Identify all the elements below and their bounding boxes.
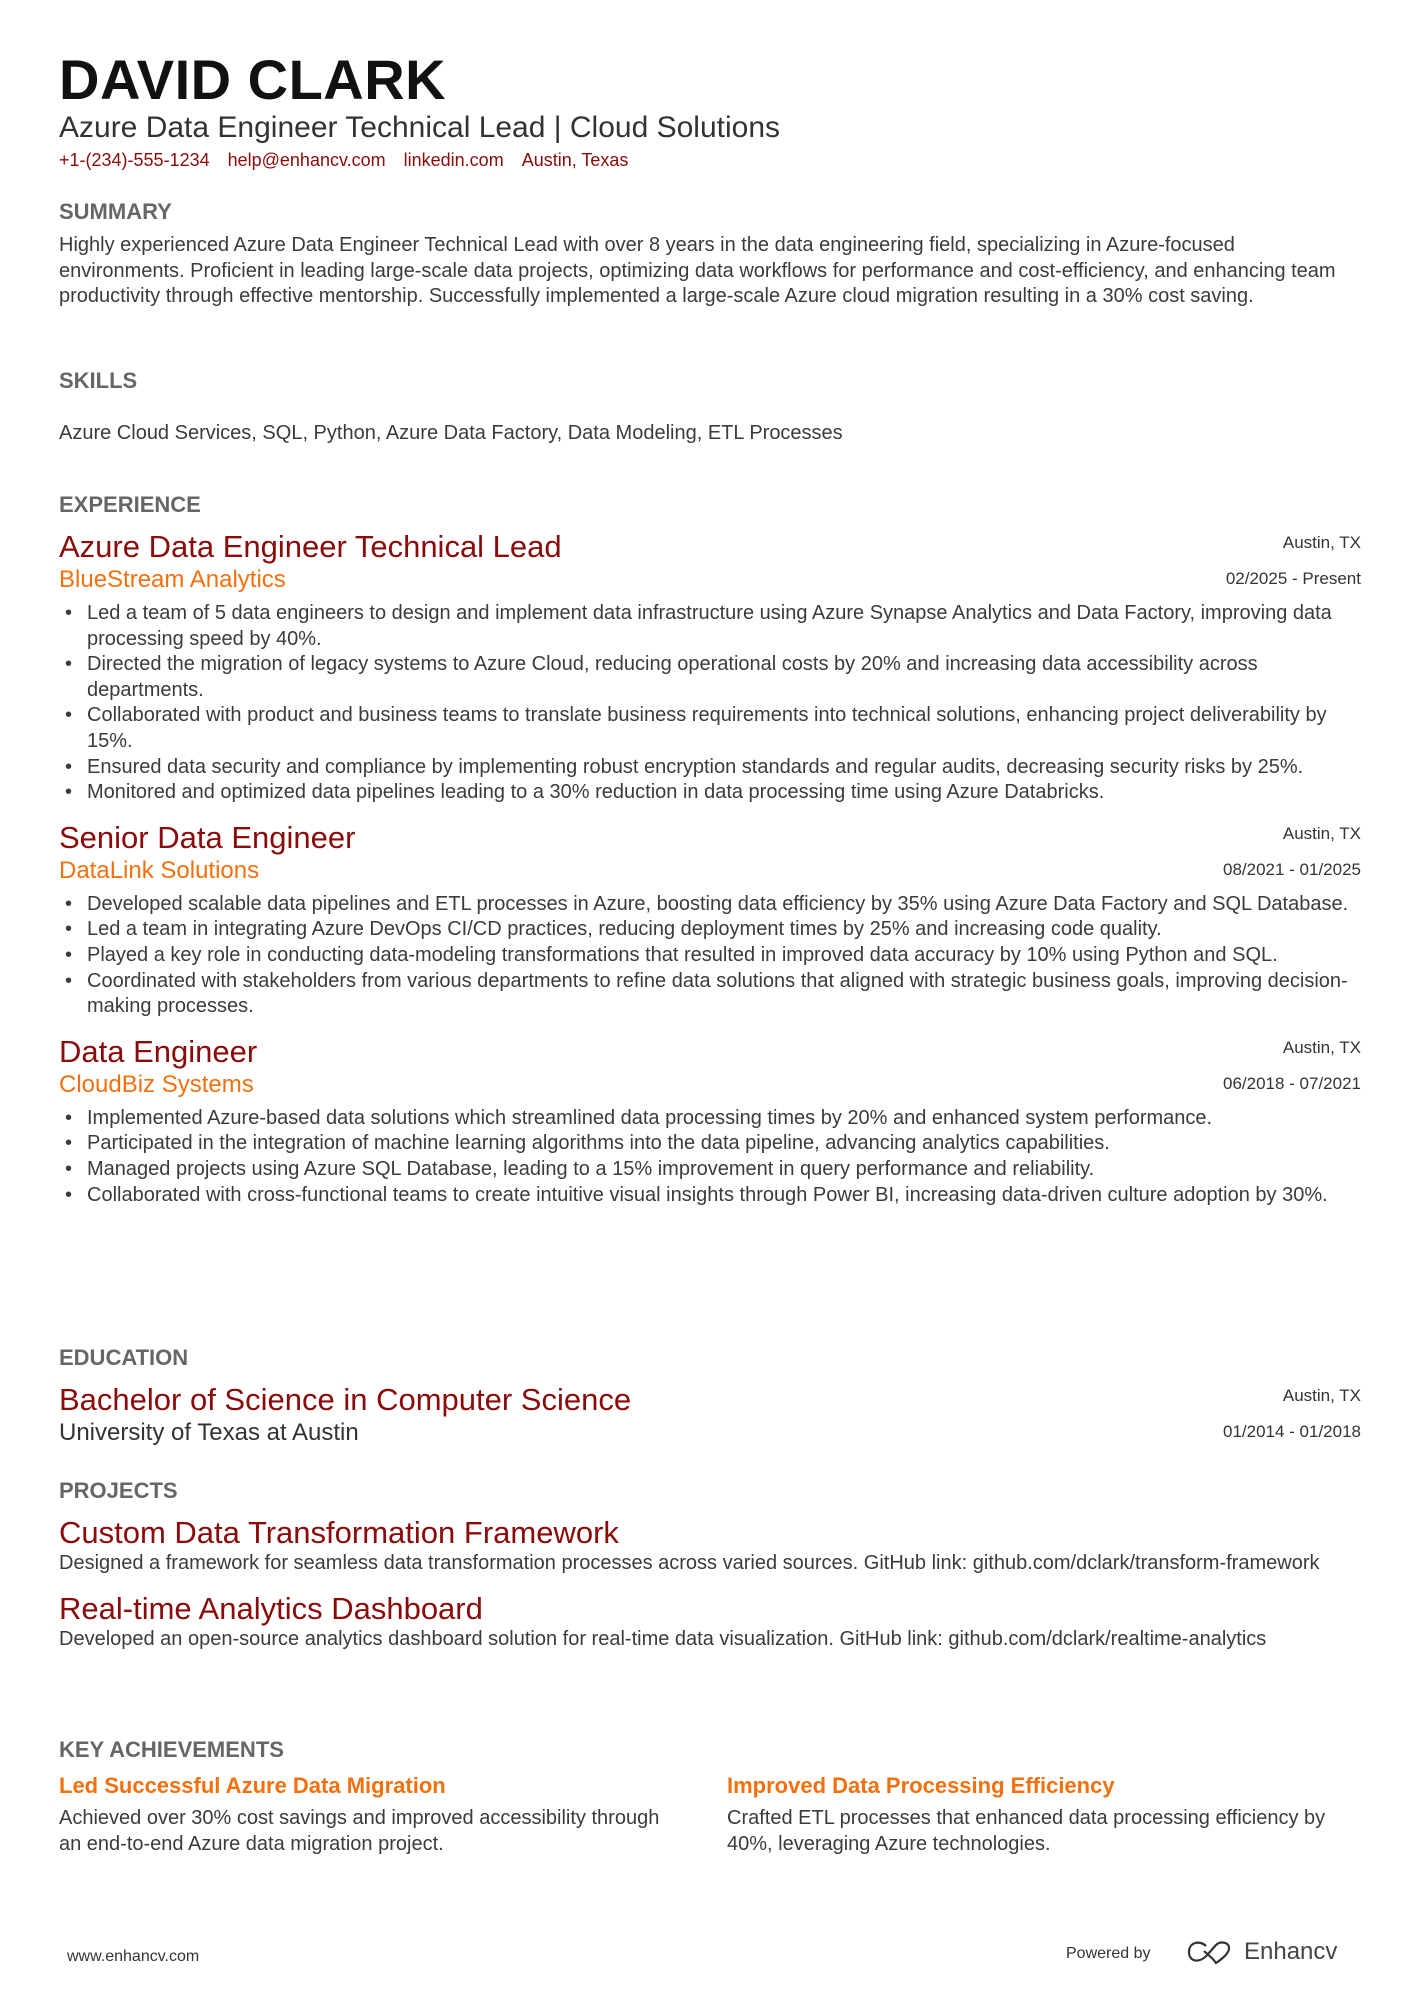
- school: University of Texas at Austin: [59, 1419, 359, 1446]
- powered-by: Powered by: [1066, 1945, 1151, 1962]
- project-desc: Developed an open-source analytics dashboard solution for real-time data visualization. GitHub link: github.com/dclark/realtime-analytics: [59, 1627, 1267, 1650]
- bullet-item: • Coordinated with stakeholders from various departments to refine data solutions that aligned with strategic business goals, improving decision-making processes.: [59, 969, 1361, 1020]
- skills-section: [59, 367, 1361, 447]
- enhancv-logo[interactable]: [1186, 1937, 1337, 1967]
- bullet-item: • Implemented Azure-based data solutions which streamlined data processing times by 20% and enhanced system performance.: [59, 1106, 1361, 1132]
- bullet-item: • Led a team of 5 data engineers to design and implement data infrastructure using Azure Synapse Analytics and Data Factory, improving data processing speed by 40%.: [59, 601, 1361, 652]
- section-heading: PROJECTS: [59, 1478, 178, 1503]
- achievement-item: [727, 1772, 1347, 1857]
- candidate-name: DAVID CLARK: [59, 48, 447, 111]
- section-heading: EXPERIENCE: [59, 492, 201, 517]
- bullet-item: • Collaborated with cross-functional teams to create intuitive visual insights through Power BI, increasing data-driven culture adoption by 30%.: [59, 1183, 1361, 1209]
- project-item: [59, 1591, 1361, 1653]
- job-dates: 06/2018 - 07/2021: [1222, 1073, 1361, 1093]
- job-location: Austin, TX: [1282, 1037, 1361, 1057]
- company-name: CloudBiz Systems: [59, 1070, 254, 1098]
- achievement-desc: Achieved over 30% cost savings and improved accessibility through an end-to-end Azure data migration project.: [59, 1807, 660, 1855]
- summary-section: [59, 198, 1361, 310]
- bullet-item: • Monitored and optimized data pipelines leading to a 30% reduction in data processing time using Azure Databricks.: [59, 780, 1361, 806]
- section-heading: EDUCATION: [59, 1345, 189, 1370]
- email[interactable]: help@enhancv.com: [227, 150, 386, 170]
- projects-section: [59, 1477, 1361, 1652]
- skills-text: Azure Cloud Services, SQL, Python, Azure Data Factory, Data Modeling, ETL Processes: [59, 422, 843, 444]
- achievement-title: Improved Data Processing Efficiency: [727, 1773, 1115, 1798]
- job-bullets: [59, 1106, 1361, 1208]
- section-heading: SUMMARY: [59, 199, 172, 224]
- experience-section: [59, 491, 1361, 1208]
- linkedin[interactable]: linkedin.com: [403, 150, 504, 170]
- job-title: Azure Data Engineer Technical Lead: [59, 529, 562, 564]
- job-dates: 02/2025 - Present: [1225, 569, 1361, 588]
- achievements-section: [59, 1736, 1361, 1856]
- bullet-item: • Ensured data security and compliance by implementing robust encryption standards and regular audits, decreasing security risks by 25%.: [59, 755, 1361, 781]
- header: [59, 50, 1361, 172]
- job-bullets: [59, 892, 1361, 1020]
- bullet-item: • Led a team in integrating Azure DevOps CI/CD practices, reducing deployment times by 25% and increasing code quality.: [59, 917, 1361, 943]
- project-desc: Designed a framework for seamless data transformation processes across varied sources. GitHub link: github.com/dclark/transform-framework: [59, 1552, 1320, 1574]
- company-name: BlueStream Analytics: [59, 566, 286, 593]
- project-title: Custom Data Transformation Framework: [59, 1515, 619, 1550]
- job-entry: [59, 1034, 1361, 1208]
- project-title: Real-time Analytics Dashboard: [59, 1590, 483, 1626]
- section-heading: SKILLS: [59, 368, 138, 393]
- project-item: [59, 1515, 1361, 1577]
- candidate-title: Azure Data Engineer Technical Lead | Cloud Solutions: [59, 111, 781, 144]
- job-title: Data Engineer: [59, 1033, 258, 1069]
- education-section: [59, 1344, 1361, 1448]
- footer-website[interactable]: www.enhancv.com: [67, 1948, 200, 1965]
- education-location: Austin, TX: [1282, 1386, 1361, 1405]
- contact-info: [59, 148, 1361, 172]
- job-dates: 08/2021 - 01/2025: [1222, 859, 1361, 879]
- bullet-item: • Directed the migration of legacy systems to Azure Cloud, reducing operational costs by 20% and increasing data accessibility across departments.: [59, 652, 1361, 703]
- phone[interactable]: +1-(234)-555-1234: [59, 150, 210, 170]
- job-bullets: [59, 601, 1361, 806]
- enhancv-brand: Enhancv: [1244, 1938, 1338, 1965]
- job-location: Austin, TX: [1282, 823, 1361, 843]
- summary-text: Highly experienced Azure Data Engineer Technical Lead with over 8 years in the data engineering field, specializing in Azure-focused environments. Proficient in leading large-scale data projects, optimizing data workflows for performance and cost-efficiency, and enhancing team productivity through effective mentorship. Successfully implemented a large-scale Azure cloud migration resulting in a 30% cost saving.: [59, 234, 1336, 308]
- section-heading: KEY ACHIEVEMENTS: [59, 1737, 284, 1762]
- education-entry: [59, 1382, 1361, 1448]
- achievement-desc: Crafted ETL processes that enhanced data processing efficiency by 40%, leveraging Azure technologies.: [727, 1807, 1326, 1855]
- achievement-title: Led Successful Azure Data Migration: [59, 1773, 446, 1798]
- bullet-item: • Developed scalable data pipelines and ETL processes in Azure, boosting data efficiency by 35% using Azure Data Factory and SQL Database.: [59, 892, 1361, 918]
- bullet-item: • Played a key role in conducting data-modeling transformations that resulted in improved data accuracy by 10% using Python and SQL.: [59, 943, 1361, 969]
- company-name: DataLink Solutions: [59, 856, 260, 884]
- enhancv-logo-icon: [1186, 1937, 1234, 1967]
- education-dates: 01/2014 - 01/2018: [1222, 1422, 1361, 1441]
- job-location: Austin, TX: [1282, 533, 1361, 552]
- job-title: Senior Data Engineer: [59, 819, 356, 855]
- bullet-item: • Participated in the integration of machine learning algorithms into the data pipeline, advancing analytics capabilities.: [59, 1131, 1361, 1157]
- location: Austin, Texas: [521, 150, 629, 170]
- bullet-item: • Managed projects using Azure SQL Database, leading to a 15% improvement in query performance and reliability.: [59, 1157, 1361, 1183]
- bullet-item: • Collaborated with product and business teams to translate business requirements into technical solutions, enhancing project deliverability by 15%.: [59, 703, 1361, 754]
- job-entry: [59, 820, 1361, 1020]
- achievement-item: [59, 1772, 679, 1857]
- degree: Bachelor of Science in Computer Science: [59, 1382, 632, 1417]
- job-entry: [59, 529, 1361, 806]
